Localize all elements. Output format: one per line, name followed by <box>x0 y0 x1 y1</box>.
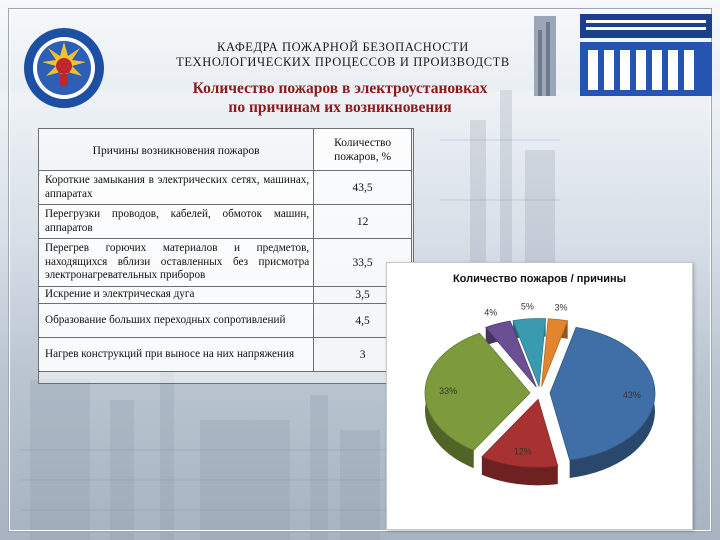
university-emblem-icon <box>22 26 106 110</box>
cause-cell: Нагрев конструкций при выносе на них напряжения <box>39 338 314 372</box>
cause-cell: Перегрев горючих материалов и предметов, находящихся вблизи оставленных без присмотра электронагревательных приборов <box>39 239 314 287</box>
department-name-line1: КАФЕДРА ПОЖАРНОЙ БЕЗОПАСНОСТИ <box>217 40 469 54</box>
table-row <box>39 205 412 239</box>
count-cell: 12 <box>314 205 412 239</box>
column-header-count <box>314 129 412 171</box>
pie-chart-panel <box>386 262 693 530</box>
count-cell: 3 <box>314 338 412 372</box>
pie-slice-label-3: 4% <box>484 307 498 318</box>
cause-cell: Искрение и электрическая дуга <box>39 287 314 304</box>
department-name-line2: ТЕХНОЛОГИЧЕСКИХ ПРОЦЕССОВ И ПРОИЗВОДСТВ <box>176 55 510 69</box>
cause-cell: Перегрузки проводов, кабелей, обмоток машин, аппаратов <box>39 205 314 239</box>
chart-title: Количество пожаров / причины <box>452 273 627 285</box>
department-logo-icon <box>534 10 712 96</box>
count-cell: 33,5 <box>314 239 412 287</box>
slide-title-line2: по причинам их возникновения <box>228 99 452 116</box>
table-row <box>39 304 412 338</box>
pie-slice-label-4: 5% <box>520 301 534 312</box>
pie-slice-label-0: 43% <box>622 389 641 400</box>
fire-causes-table <box>38 128 412 372</box>
count-cell: 3,5 <box>314 287 412 304</box>
cause-cell: Образование больших переходных сопротивлений <box>39 304 314 338</box>
table-header-row <box>39 129 412 171</box>
cause-cell: Короткие замыкания в электрических сетях, машинах, аппаратах <box>39 171 314 205</box>
table-row <box>39 287 412 304</box>
table-row <box>39 239 412 287</box>
pie-slice-label-5: 3% <box>554 302 568 313</box>
slide-title-line1: Количество пожаров в электроустановках <box>192 80 488 97</box>
count-cell: 43,5 <box>314 171 412 205</box>
table-row <box>39 338 412 372</box>
count-cell: 4,5 <box>314 304 412 338</box>
pie-chart <box>387 263 692 529</box>
table-row <box>39 171 412 205</box>
column-header-cause: Причины возникновения пожаров <box>39 129 314 171</box>
pie-slice-label-2: 33% <box>439 386 458 397</box>
column-header-count-line2: пожаров, % <box>334 150 392 163</box>
pie-slice-label-1: 12% <box>513 446 532 457</box>
column-header-count-line1: Количество <box>334 136 392 149</box>
